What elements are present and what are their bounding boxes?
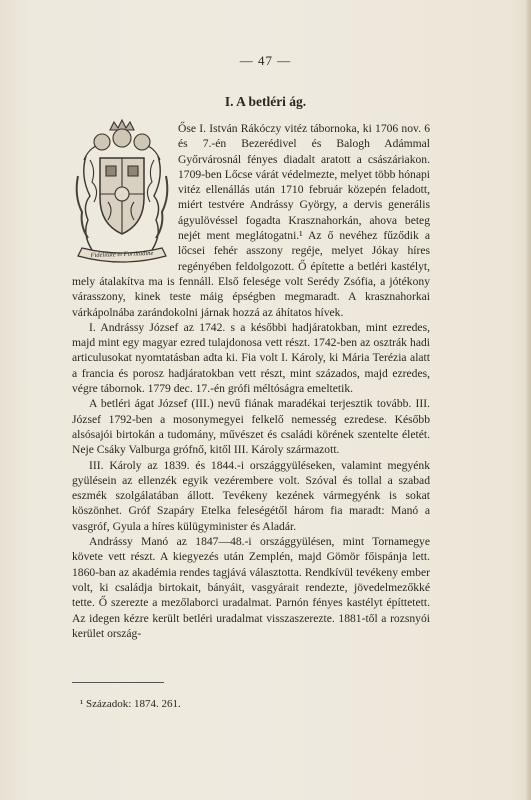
paragraph-2: I. Andrássy József az 1742. s a későbbi hadjáratokban, mint ezredes, majd mint egy magyar ezred tulajdonosa vett részt. 1742-ben az osztrák hadi articulusokat nyomtatásban adta ki. Fia volt I. Károly, ki Mária Terézia alatt a francia és porosz hadjáratokban vett részt, mint százados, majd ezredes, végre tábornok. 1779 dec. 17.-én grófi méltóságra emeltetik. bbox=[72, 320, 430, 396]
page-number: — 47 — bbox=[239, 53, 292, 68]
footnote: ¹ Századok: 1874. 261. bbox=[80, 698, 181, 710]
page-edge-shadow bbox=[525, 0, 531, 800]
crest-float-spacer bbox=[72, 121, 178, 273]
paragraph-4: III. Károly az 1839. és 1844.-i országgyüléseken, valamint megyénk gyülésein az ellenzék egyik vezérembere volt. Szóval és tollal a szabad eszmék szolgálatában állott. Tevékeny kezének vármegyénk is sokat köszönhet. Gróf Szapáry Etelka feleségétől három fia maradt: Manó a vasgróf, Gyula a híres külügyminister és Aladár. bbox=[72, 458, 430, 533]
paragraph-3: A betléri ágat József (III.) nevű fiának maradékai terjesztik tovább. III. József 1792-ben a mosonymegyei felkelő nemesség ezredese. Később alsósajói birtokán a tudomány, művészet és családi körének szentelte életét. Neje Csáky Valburga grófnő, kitől III. Károly származott. bbox=[72, 397, 430, 457]
section-heading: I. A betléri ág. bbox=[224, 94, 307, 109]
crest-motto: Fidelitate et Fortitudine bbox=[90, 249, 154, 260]
paragraph-5: Andrássy Manó az 1847—48.-i országgyülésen, mint Tornamegye követe vett részt. A kiegyezés után Zemplén, majd Gömör főispánja lett. 1860-ban az akadémia rendes tagjává választotta. Rendkívül tevékeny ember volt, ki családja birtokait, bányáit, vasgyárait rendezte, jövedelmezőkké tette. Ő szerezte a mezőlaborci uradalmat. Parnón fényes kastélyt építtetett. Az idegen kézre került betléri uradalmat visszaszerezte. 1881-től a rozsnyói kerület ország- bbox=[72, 535, 430, 640]
paragraph-1: Őse I. István Rákóczy vitéz tábornoka, ki 1706 nov. 6 és 7.-én Bezerédivel és Balogh Adámmal Győrvárosnál fényes diadalt aratott a császáriakon. 1709-ben Lőcse várát védelmezte, melyet több hónapi vitéz ellenállás után 1710 február közepén feladott, miért testvére Andrássy György, a dervis generális ágyulövéssel fogadta Krasznahorkán, ahova beteg nejét ment meglátogatni.¹ Az ő nevéhez fűződik a lőcsei fehér asszony regéje, melyet Jókay híres regényében feldolgozott. Ő építette a betléri kastélyt, mely átalakítva ma is fennáll. Első felesége volt Serédy Zsófia, a jótékony várasszony, kinek teste máig épségben megmaradt. A krasznahorkai várkápolnába zarándokolni járnak hozzá az áhítatos hívek. bbox=[72, 122, 430, 319]
body-text bbox=[72, 121, 430, 641]
footnote-rule bbox=[72, 682, 164, 683]
